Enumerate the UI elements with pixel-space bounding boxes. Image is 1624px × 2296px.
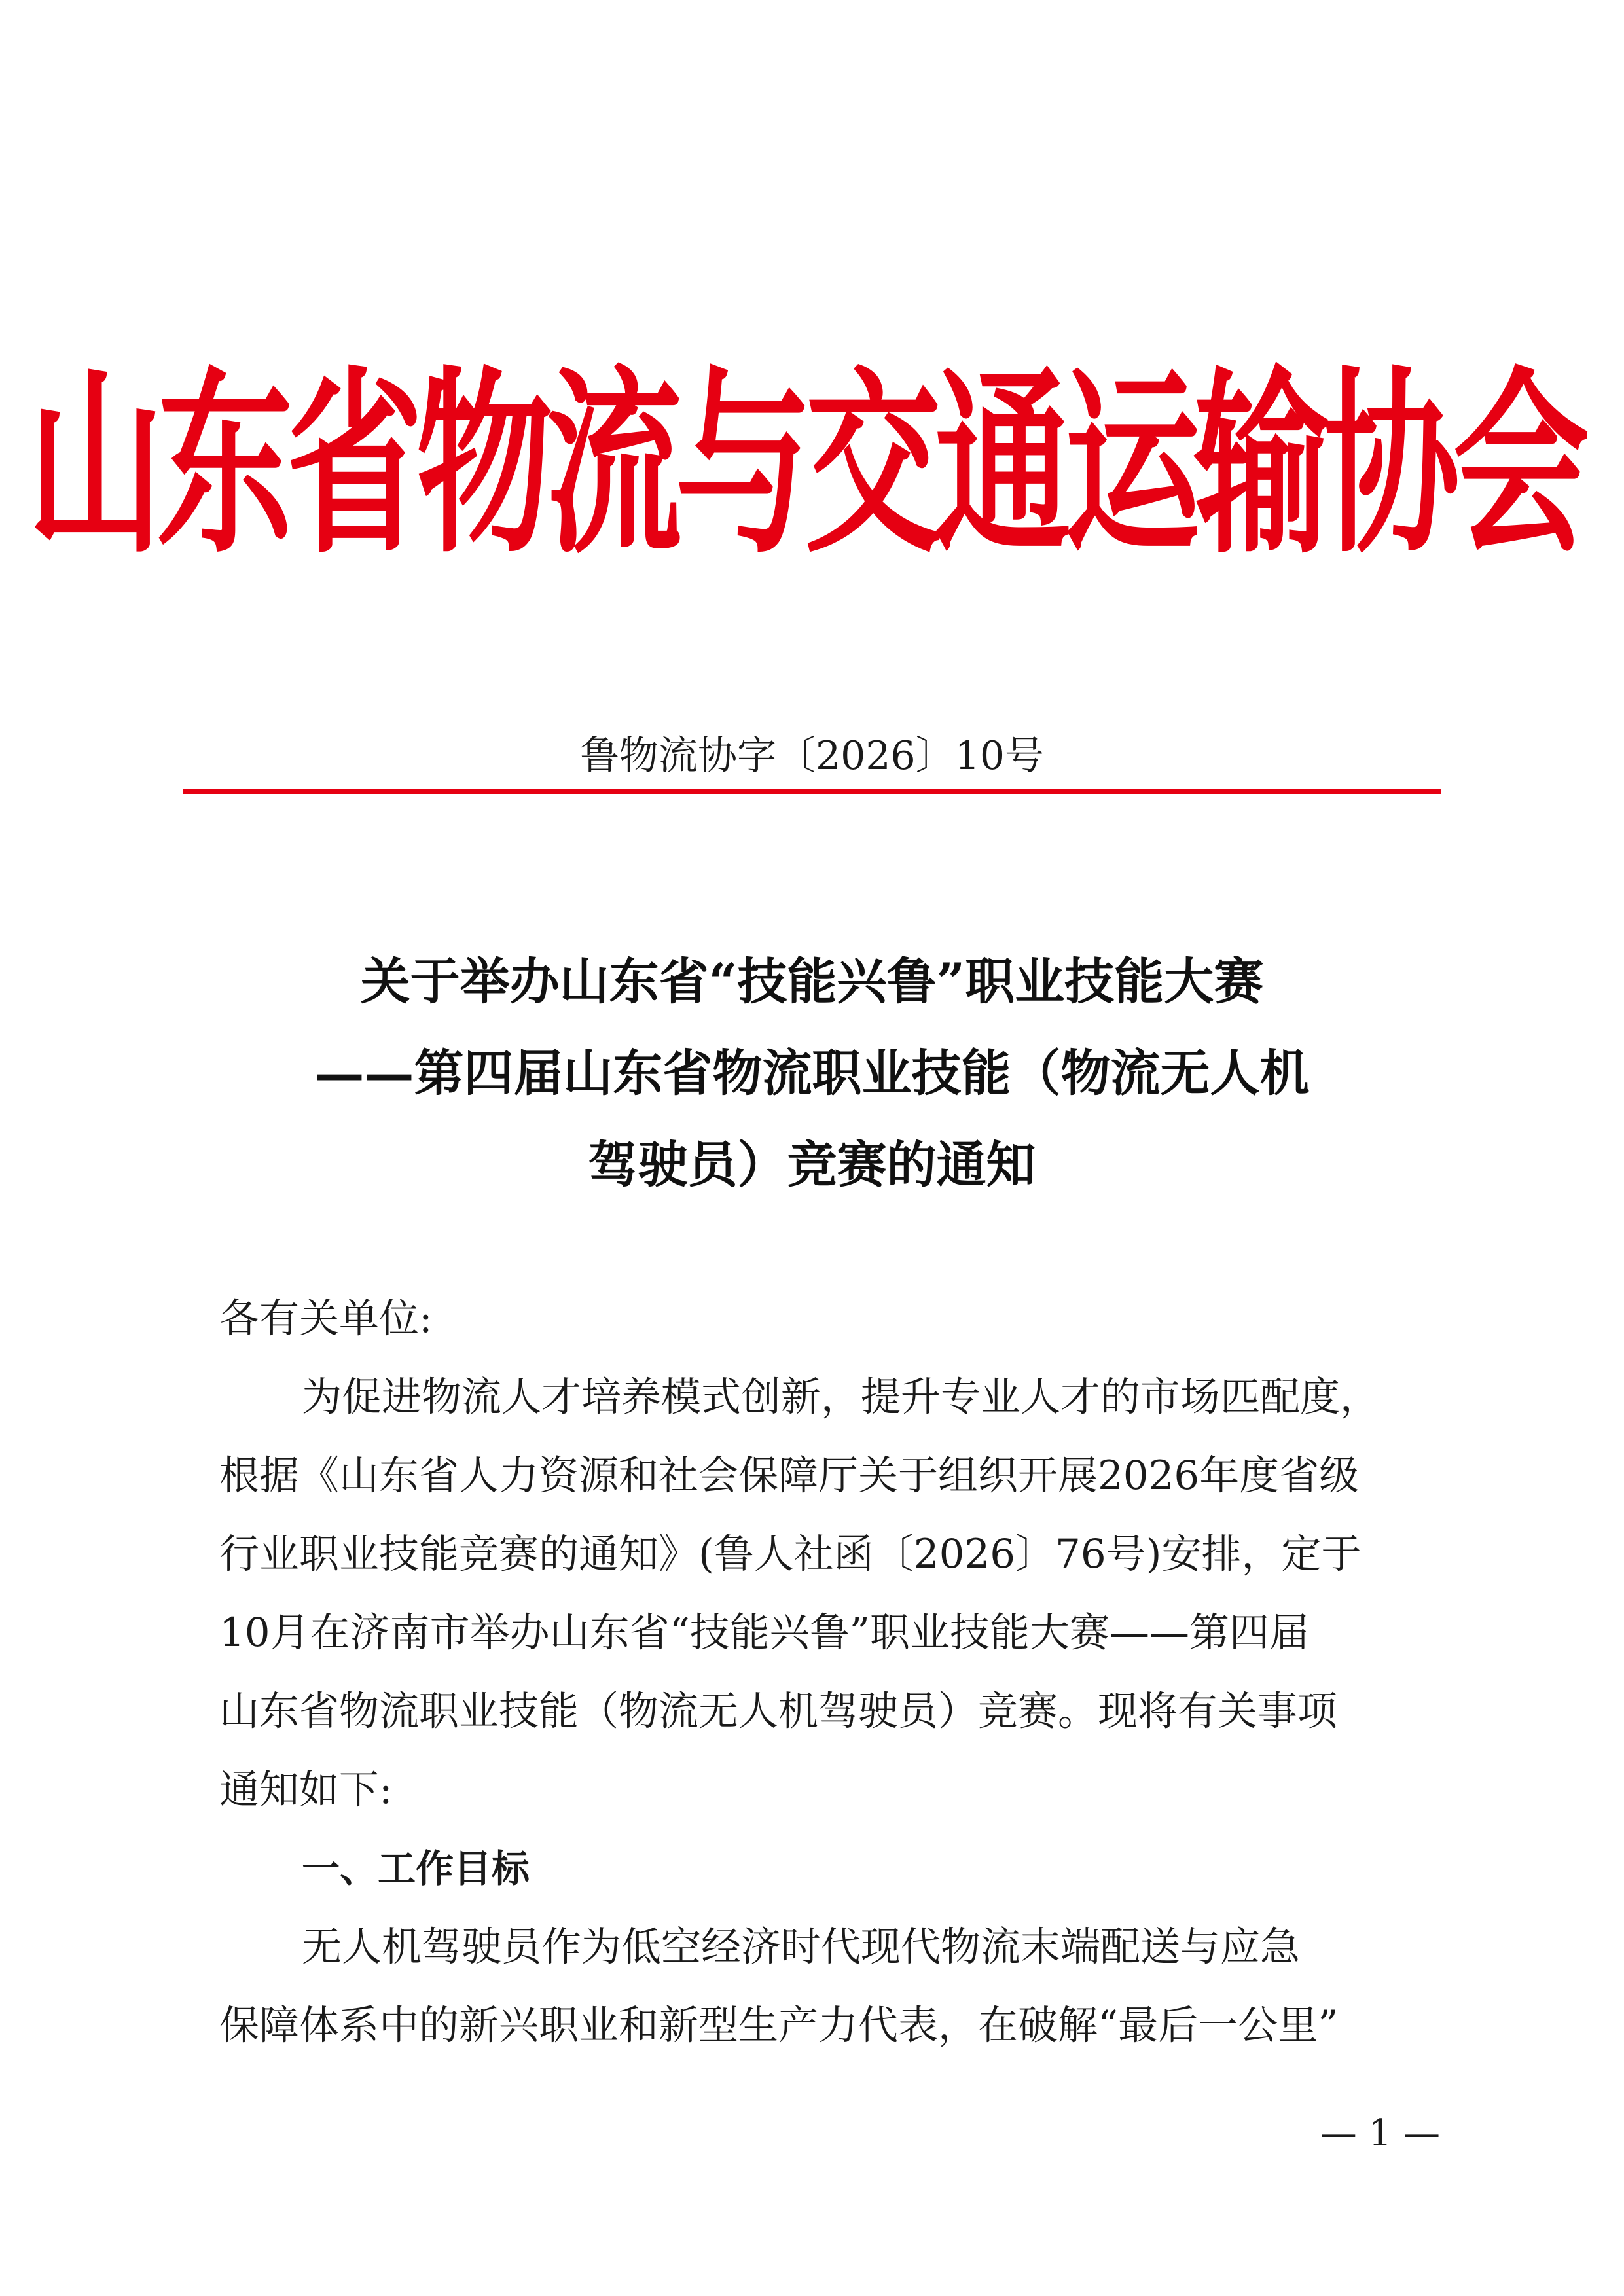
document-number: 鲁物流协字〔2026〕10号 xyxy=(579,733,1045,779)
title-line: 驾驶员）竞赛的通知 xyxy=(588,1136,1036,1194)
title-line: 关于举办山东省“技能兴鲁”职业技能大赛 xyxy=(360,952,1264,1011)
paragraph-line: 保障体系中的新兴职业和新型生产力代表，在破解“最后一公里” xyxy=(219,2002,1339,2049)
section-heading: 一、工作目标 xyxy=(302,1846,530,1891)
salutation: 各有关单位: xyxy=(219,1295,433,1342)
paragraph-line: 10月在济南市举办山东省“技能兴鲁”职业技能大赛——第四届 xyxy=(219,1609,1309,1656)
paragraph-line: 行业职业技能竞赛的通知》(鲁人社函〔2026〕76号)安排，定于 xyxy=(219,1531,1362,1577)
letterhead-org-name xyxy=(27,340,1583,589)
paragraph-line: 根据《山东省人力资源和社会保障厅关于组织开展2026年度省级 xyxy=(219,1452,1360,1499)
page-number: — 1 — xyxy=(1320,2112,1440,2155)
paragraph-line: 山东省物流职业技能（物流无人机驾驶员）竞赛。现将有关事项 xyxy=(219,1688,1338,1734)
document-body xyxy=(219,1280,1424,2065)
paragraph-line: 为促进物流人才培养模式创新，提升专业人才的市场匹配度， xyxy=(302,1374,1380,1420)
letterhead-red-divider xyxy=(183,789,1441,794)
paragraph-2 xyxy=(219,1908,1424,2065)
org-name-text: 山东省物流与交通运输协会 xyxy=(27,349,1583,581)
document-title xyxy=(196,936,1428,1211)
paragraph-line: 无人机驾驶员作为低空经济时代现代物流末端配送与应急 xyxy=(302,1924,1301,1970)
title-line: ——第四届山东省物流职业技能（物流无人机 xyxy=(314,1044,1310,1102)
paragraph-1 xyxy=(219,1358,1424,1829)
paragraph-line: 通知如下: xyxy=(219,1767,393,1813)
